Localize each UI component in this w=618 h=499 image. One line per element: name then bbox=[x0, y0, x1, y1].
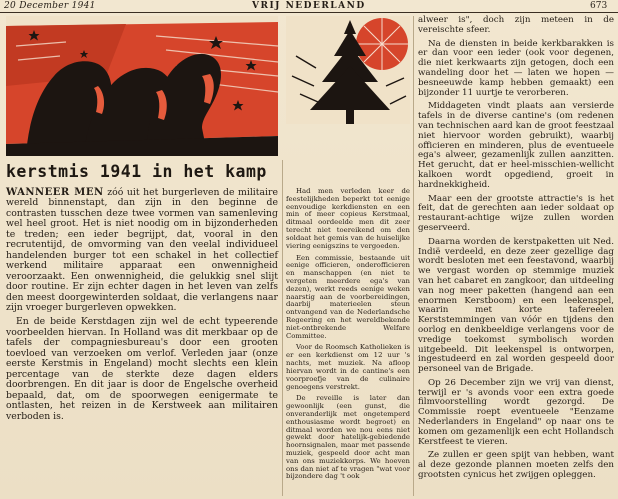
paragraph bbox=[6, 188, 278, 313]
article-column-1 bbox=[6, 188, 278, 426]
header-rule bbox=[0, 12, 618, 13]
page-number: 673 bbox=[590, 1, 608, 11]
paragraph: Voor de Roomsch Katholieken is er een kerkdienst om 12 uur 's nachts, met muziek. Na afloop hiervan wordt in de cantine's een voorproefje van de culinaire genoegens verstrekt. bbox=[286, 343, 410, 391]
paragraph: Daarna worden de kerstpaketten uit Ned. Indië verdeeld, en deze zeer gezellige dag wordt besloten met een feestavond, waarbij we vergast worden op stemmige muziek van het cabaret en zangkoor, dan uitdeeling van nog meer paketten (hangend aan een enormen Kerstboom) en een leekenspel, waarin met korte tafereelen Kerststemmingen van vóór en tijdens den oorlog en denkbeeldige verlangens voor de vredige toekomst symbolisch worden uitgebeeld. Dit leekenspel is ontworpen, ingestudeerd en zal worden gespeeld door personeel van de Brigade. bbox=[418, 236, 614, 375]
page-header bbox=[0, 0, 618, 12]
column-divider bbox=[413, 16, 414, 496]
article-headline: kerstmis 1941 in het kamp bbox=[6, 162, 267, 181]
paragraph: Na de diensten in beide kerkbarakken is er dan voor een ieder (ook voor degenen, die niet kerkwaarts zijn getogen, doch een wandeling door het — laten we hopen — besneeuwde kamp hebben gemaakt) een bijzonder 11 uurtje te verorberen. bbox=[418, 38, 614, 98]
paragraph: Had men verleden keer de feestelijkheden beperkt tot eenige eenvoudige kerkdiensten en een min of meer copieus Kerstmaal, ditmaal oordeelde men dit zeer terecht niet toereikend om den soldaat het gemis van de huiselijke viering eenigszins te vergoeden. bbox=[286, 187, 410, 250]
header-date: 20 December 1941 bbox=[4, 1, 96, 11]
paragraph: Middageten vindt plaats aan versierde tafels in de diverse cantine's (om redenen van technischen aard kan de groot feestzaal niet hiervoor worden gebruikt), waarbij officieren en minderen, plus de eventueele ega's alweer, gezamenlijk zullen aanzitten. Het gerucht, dat er heel-misschien-wellicht kalkoen wordt opgediend, groeit in hardnekkigheid. bbox=[418, 101, 614, 190]
paragraph-text: zóó uit het burgerleven de militaire wereld binnenstapt, dan zijn in den beginne de contrasten tusschen deze twee vormen van samenleving wel heel groot. Het is niet noodig om in bijzonderheden te treden; een ieder begrijpt, dat, vooral in den recrutentijd, de omvorming van den veelal individueel handelenden burger tot een schakel in het collectief werkend militaire apparaat een onwennigheid veroorzaakt. Een onwennigheid, die gelukkig snel slijt door routine. Er zijn echter dagen in het leven van zelfs den meest doorgewinterden soldaat, die verlangens naar zijn vroeger burgerleven opwekken. bbox=[6, 187, 278, 313]
paragraph: Maar een der grootste attractie's is het feit, dat de gerechten aan ieder soldaat op restaurant-achtige wijze zullen worden geserveerd. bbox=[418, 193, 614, 233]
paragraph: Op 26 December zijn we vrij van dienst, terwijl er 's avonds voor een extra goede filmvoorstelling wordt gezorgd. De Commissie roept eventueele "Eenzame Nederlanders in Engeland" op naar ons te komen om gezamenlijk een echt Hollandsch Kerstfeest te vieren. bbox=[418, 377, 614, 447]
paragraph: Een commissie, bestaande uit eenige officieren, onderofficieren en manschappen (en niet te vergeten meerdere ega's van dezen), werkt reeds eenige weken naarstig aan de voorbereidingen, daarbij materieelen steun ontvangend van de Nederlandsche Regeering en het wereldbekende niet-ontbrekende Welfare Committee. bbox=[286, 253, 410, 340]
paragraph: En de beide Kerstdagen zijn wel de echt typeerende voorbeelden hiervan. In Holland was dit merkbaar op de tafels der compagniesbureau's door een grooten toevloed van verzoeken om verlof. Verleden jaar (onze eerste Kerstmis in Engeland) mocht slechts een klein percentage van de sterkte deze dagen elders doorbrengen. En dit jaar is door de Engelsche overheid bepaald, dat, om de spoorwegen eenigermate te ontlasten, het reizen in de Kerstweek aan militairen verboden is. bbox=[6, 316, 278, 422]
soldiers-illustration bbox=[6, 16, 278, 156]
column-divider bbox=[282, 160, 283, 496]
paragraph: De reveille is later dan gewoonlijk (een gunst, die onveranderlijk met ongetemperd enthousiasme wordt begroet) en ditmaal worden we nou eens niet gewekt door hatelijk-gebiedende hoornsignalen, maar met passende muziek, gespeeld door acht man van ons muziekkorps. We hoeven ons dan niet af te vragen "wat voor bijzondere dag 't ook bbox=[286, 394, 410, 481]
article-column-2 bbox=[286, 188, 410, 485]
drop-word: WANNEER MEN bbox=[6, 187, 104, 198]
paragraph: Ze zullen er geen spijt van hebben, want al deze gezonde plannen moeten zelfs den grootsten cynicus het zwijgen opleggen. bbox=[418, 450, 614, 481]
paragraph: alweer is", doch zijn meteen in de vereischte sfeer. bbox=[418, 15, 614, 35]
masthead-title: VRIJ NEDERLAND bbox=[252, 1, 366, 11]
christmas-tree-illustration bbox=[286, 16, 410, 124]
article-column-3 bbox=[418, 16, 614, 485]
